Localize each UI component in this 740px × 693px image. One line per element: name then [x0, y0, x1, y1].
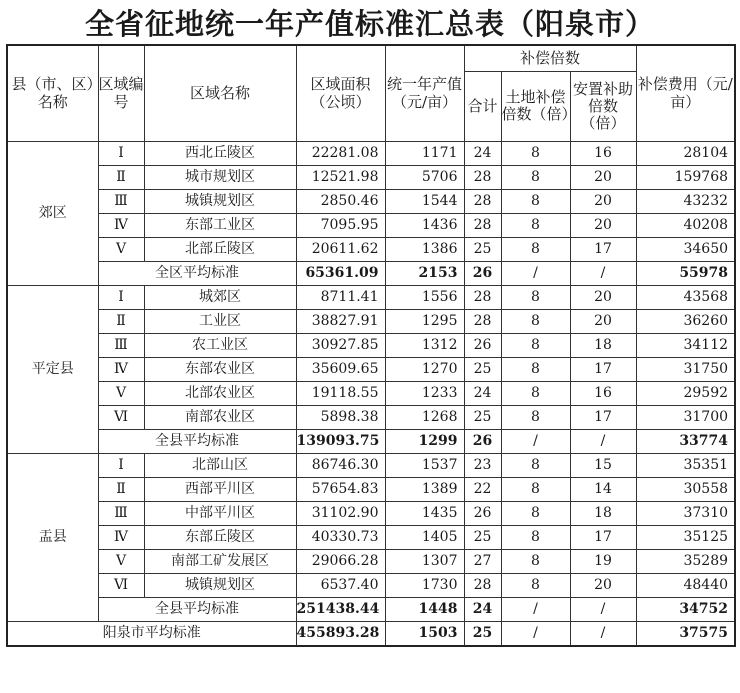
area-size: 5898.38: [296, 406, 385, 430]
county-name: 平定县: [7, 286, 98, 454]
area-number: Ⅰ: [98, 454, 144, 478]
land-multiple: 8: [501, 286, 570, 310]
area-size: 29066.28: [296, 550, 385, 574]
header-resettle-multiple: 安置补助倍数（倍）: [570, 71, 636, 141]
area-name: 城郊区: [144, 286, 296, 310]
area-size: 30927.85: [296, 334, 385, 358]
area-name: 西部平川区: [144, 478, 296, 502]
multiple-total: 25: [464, 358, 501, 382]
annual-value: 1171: [385, 142, 464, 166]
resettle-multiple: 15: [570, 454, 636, 478]
area-size: 86746.30: [296, 454, 385, 478]
header-compensation: 补偿费用（元/亩）: [636, 45, 735, 142]
land-multiple: 8: [501, 550, 570, 574]
multiple-total: 26: [464, 502, 501, 526]
area-number: Ⅴ: [98, 382, 144, 406]
city-average-multiple-total: 25: [464, 622, 501, 647]
area-number: Ⅰ: [98, 286, 144, 310]
area-number: Ⅳ: [98, 214, 144, 238]
area-number: Ⅲ: [98, 334, 144, 358]
average-area-size: 251438.44: [296, 598, 385, 622]
compensation-fee: 48440: [636, 574, 735, 598]
city-average-area-size: 455893.28: [296, 622, 385, 647]
header-area-no: 区域编号: [98, 45, 144, 142]
resettle-multiple: 14: [570, 478, 636, 502]
city-average-resettle-multiple: /: [570, 622, 636, 647]
resettle-multiple: 20: [570, 286, 636, 310]
area-name: 城镇规划区: [144, 190, 296, 214]
area-size: 12521.98: [296, 166, 385, 190]
average-label: 全县平均标准: [98, 598, 296, 622]
average-land-multiple: /: [501, 430, 570, 454]
area-number: Ⅵ: [98, 574, 144, 598]
resettle-multiple: 19: [570, 550, 636, 574]
multiple-total: 28: [464, 310, 501, 334]
area-size: 7095.95: [296, 214, 385, 238]
resettle-multiple: 20: [570, 310, 636, 334]
land-multiple: 8: [501, 214, 570, 238]
table-row: [7, 502, 735, 526]
multiple-total: 24: [464, 382, 501, 406]
area-size: 19118.55: [296, 382, 385, 406]
area-name: 北部丘陵区: [144, 238, 296, 262]
table-row: [7, 478, 735, 502]
multiple-total: 28: [464, 214, 501, 238]
compensation-fee: 159768: [636, 166, 735, 190]
average-annual-value: 1299: [385, 430, 464, 454]
multiple-total: 25: [464, 238, 501, 262]
table-row: [7, 286, 735, 310]
resettle-multiple: 20: [570, 574, 636, 598]
table-row: [7, 310, 735, 334]
compensation-fee: 34112: [636, 334, 735, 358]
table-row: [7, 550, 735, 574]
land-multiple: 8: [501, 166, 570, 190]
multiple-total: 24: [464, 142, 501, 166]
header-land-multiple: 土地补偿倍数（倍）: [501, 71, 570, 141]
area-size: 2850.46: [296, 190, 385, 214]
annual-value: 1268: [385, 406, 464, 430]
average-label: 全区平均标准: [98, 262, 296, 286]
area-number: Ⅰ: [98, 142, 144, 166]
area-size: 35609.65: [296, 358, 385, 382]
average-label: 全县平均标准: [98, 430, 296, 454]
compensation-fee: 37310: [636, 502, 735, 526]
resettle-multiple: 17: [570, 406, 636, 430]
city-average-row: [7, 622, 735, 647]
resettle-multiple: 17: [570, 358, 636, 382]
average-compensation-fee: 55978: [636, 262, 735, 286]
compensation-fee: 31750: [636, 358, 735, 382]
annual-value: 1312: [385, 334, 464, 358]
compensation-fee: 43568: [636, 286, 735, 310]
average-row: [7, 262, 735, 286]
average-multiple-total: 26: [464, 262, 501, 286]
annual-value: 1233: [385, 382, 464, 406]
average-compensation-fee: 34752: [636, 598, 735, 622]
average-resettle-multiple: /: [570, 262, 636, 286]
compensation-fee: 35289: [636, 550, 735, 574]
header-county: 县（市、区）名称: [7, 45, 98, 142]
header-annual-value: 统一年产值（元/亩）: [385, 45, 464, 142]
header-multiple-group: 补偿倍数: [464, 45, 636, 71]
table-row: [7, 358, 735, 382]
area-number: Ⅴ: [98, 238, 144, 262]
resettle-multiple: 20: [570, 214, 636, 238]
multiple-total: 27: [464, 550, 501, 574]
area-name: 城镇规划区: [144, 574, 296, 598]
annual-value: 1537: [385, 454, 464, 478]
annual-value: 1544: [385, 190, 464, 214]
average-resettle-multiple: /: [570, 598, 636, 622]
table-header: [7, 45, 735, 142]
multiple-total: 28: [464, 574, 501, 598]
header-area-name: 区域名称: [144, 45, 296, 142]
multiple-total: 22: [464, 478, 501, 502]
annual-value: 1270: [385, 358, 464, 382]
resettle-multiple: 17: [570, 238, 636, 262]
annual-value: 5706: [385, 166, 464, 190]
land-multiple: 8: [501, 454, 570, 478]
table-row: [7, 214, 735, 238]
average-annual-value: 1448: [385, 598, 464, 622]
area-name: 东部农业区: [144, 358, 296, 382]
resettle-multiple: 17: [570, 526, 636, 550]
land-multiple: 8: [501, 406, 570, 430]
multiple-total: 23: [464, 454, 501, 478]
area-name: 南部工矿发展区: [144, 550, 296, 574]
area-name: 工业区: [144, 310, 296, 334]
area-size: 8711.41: [296, 286, 385, 310]
area-number: Ⅳ: [98, 358, 144, 382]
county-name: 郊区: [7, 142, 98, 286]
area-name: 北部农业区: [144, 382, 296, 406]
land-multiple: 8: [501, 478, 570, 502]
table-row: [7, 574, 735, 598]
area-name: 东部丘陵区: [144, 526, 296, 550]
average-land-multiple: /: [501, 262, 570, 286]
annual-value: 1389: [385, 478, 464, 502]
area-size: 40330.73: [296, 526, 385, 550]
city-average-land-multiple: /: [501, 622, 570, 647]
area-name: 农工业区: [144, 334, 296, 358]
area-name: 北部山区: [144, 454, 296, 478]
annual-value: 1556: [385, 286, 464, 310]
land-multiple: 8: [501, 574, 570, 598]
table-row: [7, 190, 735, 214]
table-title: 全省征地统一年产值标准汇总表（阳泉市）: [84, 6, 655, 41]
annual-value: 1307: [385, 550, 464, 574]
table-row: [7, 382, 735, 406]
area-size: 22281.08: [296, 142, 385, 166]
annual-value: 1436: [385, 214, 464, 238]
area-name: 中部平川区: [144, 502, 296, 526]
land-multiple: 8: [501, 358, 570, 382]
table-row: [7, 142, 735, 166]
average-area-size: 139093.75: [296, 430, 385, 454]
average-row: [7, 430, 735, 454]
resettle-multiple: 20: [570, 166, 636, 190]
city-average-annual-value: 1503: [385, 622, 464, 647]
table-row: [7, 406, 735, 430]
header-area-size: 区域面积（公顷）: [296, 45, 385, 142]
area-name: 南部农业区: [144, 406, 296, 430]
compensation-fee: 29592: [636, 382, 735, 406]
area-number: Ⅱ: [98, 166, 144, 190]
area-size: 38827.91: [296, 310, 385, 334]
resettle-multiple: 16: [570, 142, 636, 166]
average-area-size: 65361.09: [296, 262, 385, 286]
area-number: Ⅳ: [98, 526, 144, 550]
resettle-multiple: 16: [570, 382, 636, 406]
area-number: Ⅱ: [98, 310, 144, 334]
average-compensation-fee: 33774: [636, 430, 735, 454]
table-body: [7, 142, 735, 647]
average-resettle-multiple: /: [570, 430, 636, 454]
compensation-fee: 40208: [636, 214, 735, 238]
resettle-multiple: 18: [570, 334, 636, 358]
compensation-fee: 28104: [636, 142, 735, 166]
compensation-fee: 30558: [636, 478, 735, 502]
area-size: 20611.62: [296, 238, 385, 262]
area-size: 31102.90: [296, 502, 385, 526]
annual-value: 1405: [385, 526, 464, 550]
annual-value: 1295: [385, 310, 464, 334]
resettle-multiple: 18: [570, 502, 636, 526]
compensation-fee: 31700: [636, 406, 735, 430]
average-multiple-total: 24: [464, 598, 501, 622]
land-multiple: 8: [501, 142, 570, 166]
land-multiple: 8: [501, 190, 570, 214]
area-size: 57654.83: [296, 478, 385, 502]
compensation-fee: 35351: [636, 454, 735, 478]
table-row: [7, 454, 735, 478]
multiple-total: 25: [464, 526, 501, 550]
resettle-multiple: 20: [570, 190, 636, 214]
land-multiple: 8: [501, 382, 570, 406]
area-number: Ⅱ: [98, 478, 144, 502]
area-number: Ⅲ: [98, 502, 144, 526]
average-multiple-total: 26: [464, 430, 501, 454]
land-multiple: 8: [501, 526, 570, 550]
table-row: [7, 334, 735, 358]
compensation-table: [6, 44, 736, 647]
county-name: 盂县: [7, 454, 98, 622]
area-number: Ⅲ: [98, 190, 144, 214]
header-total: 合计: [464, 71, 501, 141]
table-row: [7, 166, 735, 190]
annual-value: 1386: [385, 238, 464, 262]
land-multiple: 8: [501, 502, 570, 526]
average-annual-value: 2153: [385, 262, 464, 286]
compensation-fee: 36260: [636, 310, 735, 334]
area-number: Ⅵ: [98, 406, 144, 430]
area-size: 6537.40: [296, 574, 385, 598]
multiple-total: 26: [464, 334, 501, 358]
compensation-fee: 35125: [636, 526, 735, 550]
average-land-multiple: /: [501, 598, 570, 622]
multiple-total: 28: [464, 190, 501, 214]
area-name: 东部工业区: [144, 214, 296, 238]
multiple-total: 28: [464, 286, 501, 310]
area-name: 城市规划区: [144, 166, 296, 190]
land-multiple: 8: [501, 310, 570, 334]
area-number: Ⅴ: [98, 550, 144, 574]
average-row: [7, 598, 735, 622]
area-name: 西北丘陵区: [144, 142, 296, 166]
land-multiple: 8: [501, 334, 570, 358]
city-average-compensation-fee: 37575: [636, 622, 735, 647]
table-row: [7, 526, 735, 550]
multiple-total: 28: [464, 166, 501, 190]
table-row: [7, 238, 735, 262]
multiple-total: 25: [464, 406, 501, 430]
city-average-label: 阳泉市平均标准: [7, 622, 296, 647]
compensation-fee: 43232: [636, 190, 735, 214]
annual-value: 1435: [385, 502, 464, 526]
land-multiple: 8: [501, 238, 570, 262]
compensation-fee: 34650: [636, 238, 735, 262]
annual-value: 1730: [385, 574, 464, 598]
